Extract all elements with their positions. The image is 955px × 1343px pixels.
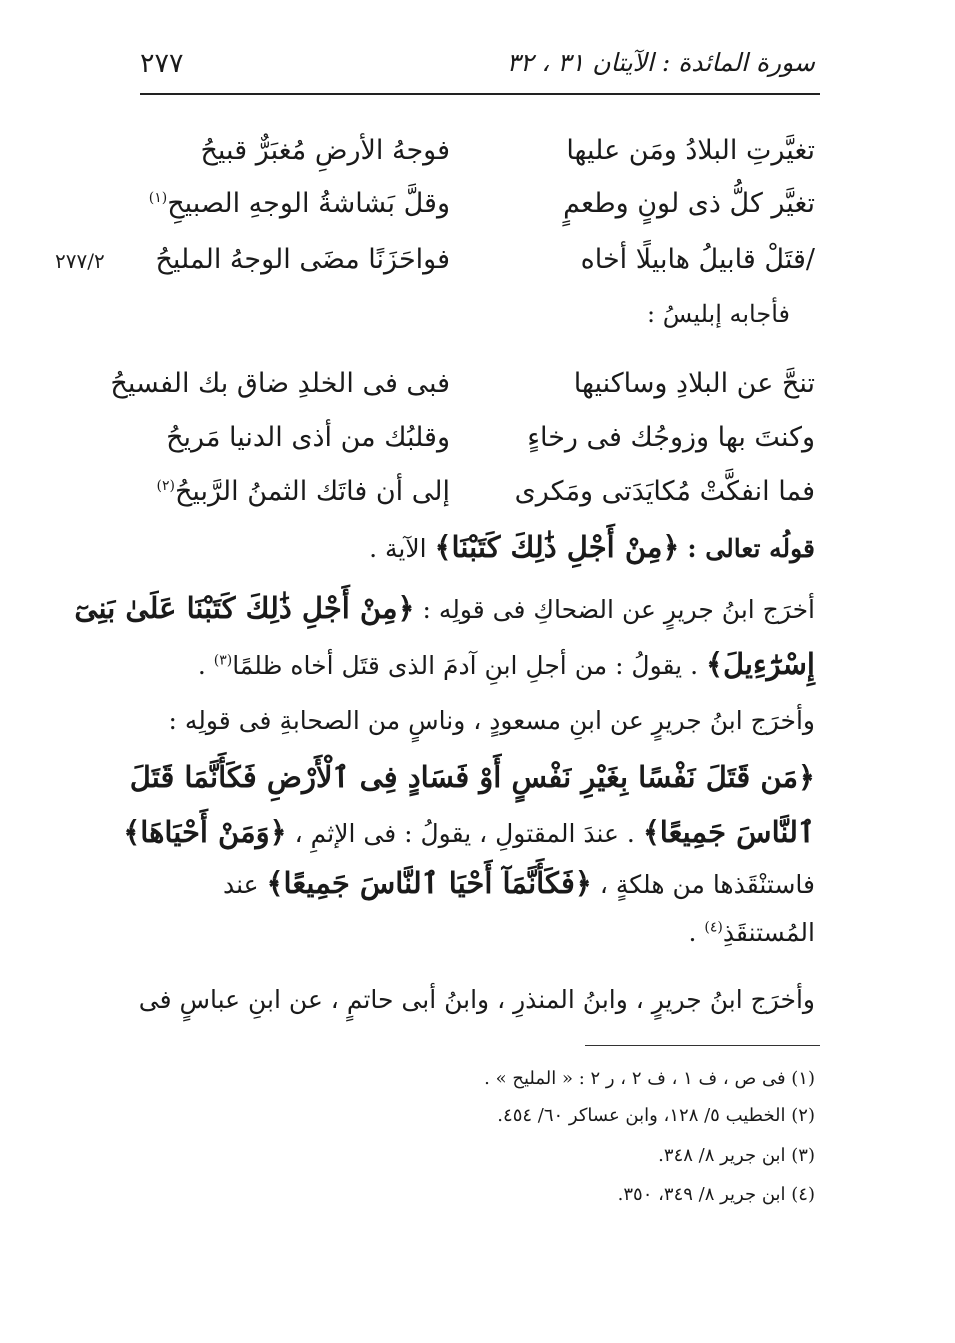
footnote-ref-1: (١) [148,190,168,206]
paragraph3-line1: وأخرَج ابنُ جريرٍ عن ابنِ مسعودٍ ، وناسٍ من الصحابةِ فى قولِه : [168,706,815,735]
paragraph3-line5: المُستنقَذِ$^{(٤)}$ . [688,918,815,947]
poem2-line3-left-hemistich [156,476,450,507]
paragraph3-text: . عندَ المقتولِ ، يقولُ : فى الإثمِ ، [294,819,635,848]
header-rule [140,93,820,95]
margin-page-note: ٢٧٧/٢ [55,249,105,273]
paragraph2-line2: إِسْرَٰٓءِيلَ﴾ . يقولُ : من أجلِ ابنِ آدمَ الذى قتَل أخاه ظلمًا$^{(٣)}$ . [197,647,815,681]
paragraph2-line1 [74,591,815,625]
quran-quote: إِسْرَٰٓءِيلَ﴾ [705,647,815,681]
quran-quote: ﴿مِنْ أَجْلِ ذَٰلِكَ كَتَبْنَا عَلَىٰ بَنِىٓ [74,591,415,625]
paragraph3-text: المُستنقَذِ [722,918,815,947]
page-number: ٢٧٧ [140,48,184,79]
footnote-rule [585,1045,820,1046]
poem2-line3-left-text: إلى أن فاتَك الثمنُ الرَّبيحُ [174,476,450,507]
quran-quote: ٱلنَّاسَ جَمِيعًا﴾ [642,815,815,849]
paragraph3-line2 [129,760,815,794]
paragraph4-line1: وأخرَج ابنُ جريرٍ ، وابنُ المنذرِ ، وابنُ أبى حاتمٍ ، عن ابنِ عباسٍ فى [138,985,815,1014]
paragraph3-line4 [135,866,815,900]
poem2-line3-right-hemistich: فما انفكَّتْ مُكايَدَتى ومَكرى [514,476,815,507]
footnote-ref-4: (٤) [704,919,723,936]
poem1-line1-right-hemistich: تغيَّرتِ البلادُ ومَن عليها [566,135,815,166]
paragraph2-text: . يقولُ : من أجلِ ابنِ آدمَ الذى قتَل أخاه ظلمًا [232,651,699,680]
poem-intro: فأجابه إبليسُ : [647,300,790,328]
poem1-line3-left-hemistich: فواحَزَنًا مضَى الوجهُ المليحُ [155,244,450,275]
running-head: سورة المائدة : الآيتان ٣١ ، ٣٢ [506,48,815,77]
footnote-4: (٤) ابن جرير ٨/ ٣٤٩، ٣٥٠. [617,1184,815,1205]
footnote-2: (٢) الخطيب ٥/ ١٢٨، وابن عساكر ٦٠/ ٤٥٤. [497,1105,815,1126]
quran-quote: ﴿فَكَأَنَّمَآ أَحْيَا ٱلنَّاسَ جَمِيعًا﴾ [266,866,592,900]
paragraph2-text: أخرَج ابنُ جريرٍ عن الضحاكِ فى قولِه : [422,595,815,624]
quran-quote: ﴿مِنْ أَجْلِ ذَٰلِكَ كَتَبْنَا﴾ [434,530,680,564]
paragraph3-text: فاستنْقَذها من هلكةٍ ، [599,870,815,899]
footnote-ref-2: (٢) [156,478,175,494]
poem1-line2-left-text: وقلَّ بَشاشةُ الوجهِ الصبيحِ [167,188,450,219]
quran-quote: ﴿مَن قَتَلَ نَفْسًا بِغَيْرِ نَفْسٍ أَوْ فَسَادٍ فِى ٱلْأَرْضِ فَكَأَنَّمَا قَتَلَ [129,760,815,794]
poem1-line1-left-hemistich: فوجهُ الأرضِ مُغبَرٌّ قبيحُ [200,135,450,166]
poem1-line3-right-hemistich: /قتَلْ قابيلُ هابيلًا أخاه [580,244,815,275]
poem1-line2-left-hemistich [149,188,450,219]
poem2-line1-right-hemistich: تنحَّ عن البلادِ وساكنيها [573,368,815,399]
paragraph-verse-heading [135,530,815,564]
poem1-line2-right-hemistich: تغيَّر كلُّ ذى لونٍ وطعمٍ [563,188,815,219]
poem2-line2-right-hemistich: وكنتَ بها وزوجُك فى رخاءٍ [527,422,815,453]
footnote-ref-3: (٣) [213,652,233,669]
paragraph3-text: عند [222,870,259,899]
paragraph3-line3 [123,815,815,849]
poem2-line1-left-hemistich: فبى فى الخلدِ ضاق بك الفسيحُ [110,368,450,399]
footnote-1: (١) فى ص ، ف ١ ، ف ٢ ، ر ٢ : « المليح » . [484,1068,815,1089]
verse-heading-tail: الآية . [369,534,427,563]
poem2-line2-left-hemistich: وقلبُك من أذى الدنيا مَريحُ [166,422,450,453]
verse-heading-label: قولُه تعالى : [687,534,815,563]
footnote-3: (٣) ابن جرير ٨/ ٣٤٨. [658,1145,815,1166]
quran-quote: ﴿وَمَنْ أَحْيَاهَا﴾ [123,815,287,849]
